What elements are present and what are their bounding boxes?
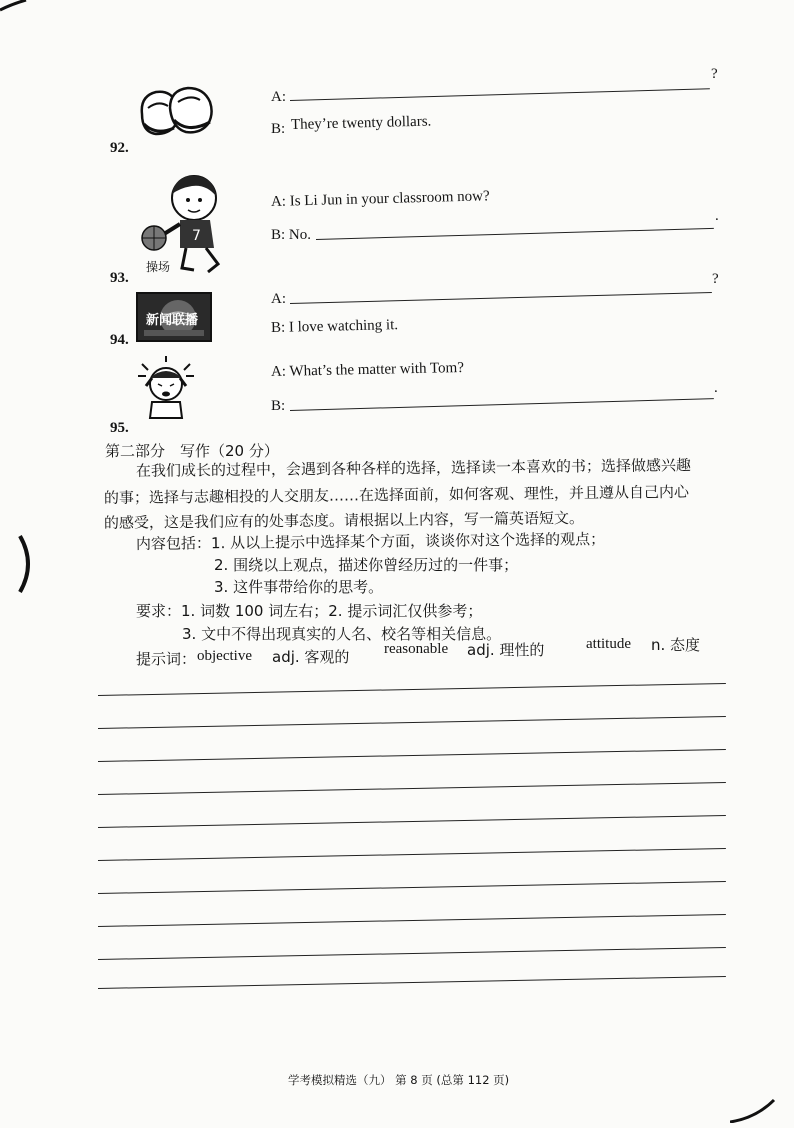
question-number-95: 95. [110,420,129,436]
hint-word-attitude: attitude [586,636,631,652]
q93-b-end: . [715,208,719,224]
svg-text:7: 7 [192,228,201,244]
writing-line[interactable] [98,976,726,989]
writing-line[interactable] [98,914,726,927]
q92-a-label: A: [271,89,286,105]
q93-b-label: B: No. [271,227,312,243]
q95-answer-line[interactable] [290,398,714,411]
question-number-92: 92. [110,140,129,156]
playground-caption: 操场 [146,260,171,274]
scan-edge-mark [0,0,30,14]
hint-word-reasonable: reasonable [384,641,449,657]
q92-b-text: They’re twenty dollars. [290,113,432,133]
writing-line[interactable] [98,683,726,696]
writing-line[interactable] [98,749,726,762]
hint-word-objective: objective [197,648,252,664]
q95-a-text: A: What’s the matter with Tom? [270,359,465,380]
q92-a-end: ? [711,66,718,82]
content-item-2: 2. 围绕以上观点，描述你曾经历过的一件事； [214,556,519,574]
writing-intro-3: 的感受，这是我们应有的处事态度。请根据以上内容，写一篇英语短文。 [103,508,585,532]
page-footer: 学考模拟精选（九） 第 8 页 (总第 112 页) [288,1073,510,1087]
question-number-93: 93. [110,270,129,286]
q94-answer-line[interactable] [290,292,712,304]
writing-line[interactable] [98,782,726,795]
tv-news-caption: 新闻联播 [146,313,199,328]
q92-answer-line[interactable] [290,88,710,101]
q95-b-label: B: [271,398,286,414]
hint-pos-objective: adj. 客观的 [272,648,350,666]
q93-a-text: A: Is Li Jun in your classroom now? [270,188,490,210]
requirement-2: 3. 文中不得出现真实的人名、校名等相关信息。 [182,625,502,643]
content-item-3: 3. 这件事带给你的思考。 [214,578,384,596]
writing-line[interactable] [98,881,726,894]
writing-line[interactable] [98,815,726,828]
q92-b-label: B: [271,121,286,137]
q94-a-end: ? [712,271,719,287]
question-number-94: 94. [110,332,129,348]
content-item-1: 内容包括：1. 从以上提示中选择某个方面，谈谈你对这个选择的观点； [135,530,606,553]
writing-line[interactable] [98,716,726,729]
q95-b-end: . [714,380,718,396]
writing-line[interactable] [98,947,726,960]
shoes-icon [136,84,216,140]
writing-intro-1: 在我们成长的过程中，会遇到各种各样的选择，选择读一本喜欢的书；选择做感兴趣 [135,456,692,480]
q94-a-label: A: [271,291,286,307]
q93-answer-line[interactable] [316,228,714,240]
punch-hole-mark [14,534,38,594]
writing-heading: 第二部分 写作（20 分） [105,442,279,460]
hint-pos-attitude: n. 态度 [651,636,701,654]
writing-intro-2: 的事；选择与志趣相投的人交朋友……在选择面前，如何客观、理性，并且遵从自己内心 [103,482,690,507]
q94-b-text: B: I love watching it. [270,317,399,336]
writing-line[interactable] [98,848,726,861]
hint-pos-reasonable: adj. 理性的 [467,641,545,659]
requirement-1: 要求：1. 词数 100 词左右；2. 提示词汇仅供参考； [136,602,483,620]
hint-label: 提示词： [136,650,197,668]
sick-boy-icon [136,356,196,420]
scan-corner-mark [730,1098,780,1123]
